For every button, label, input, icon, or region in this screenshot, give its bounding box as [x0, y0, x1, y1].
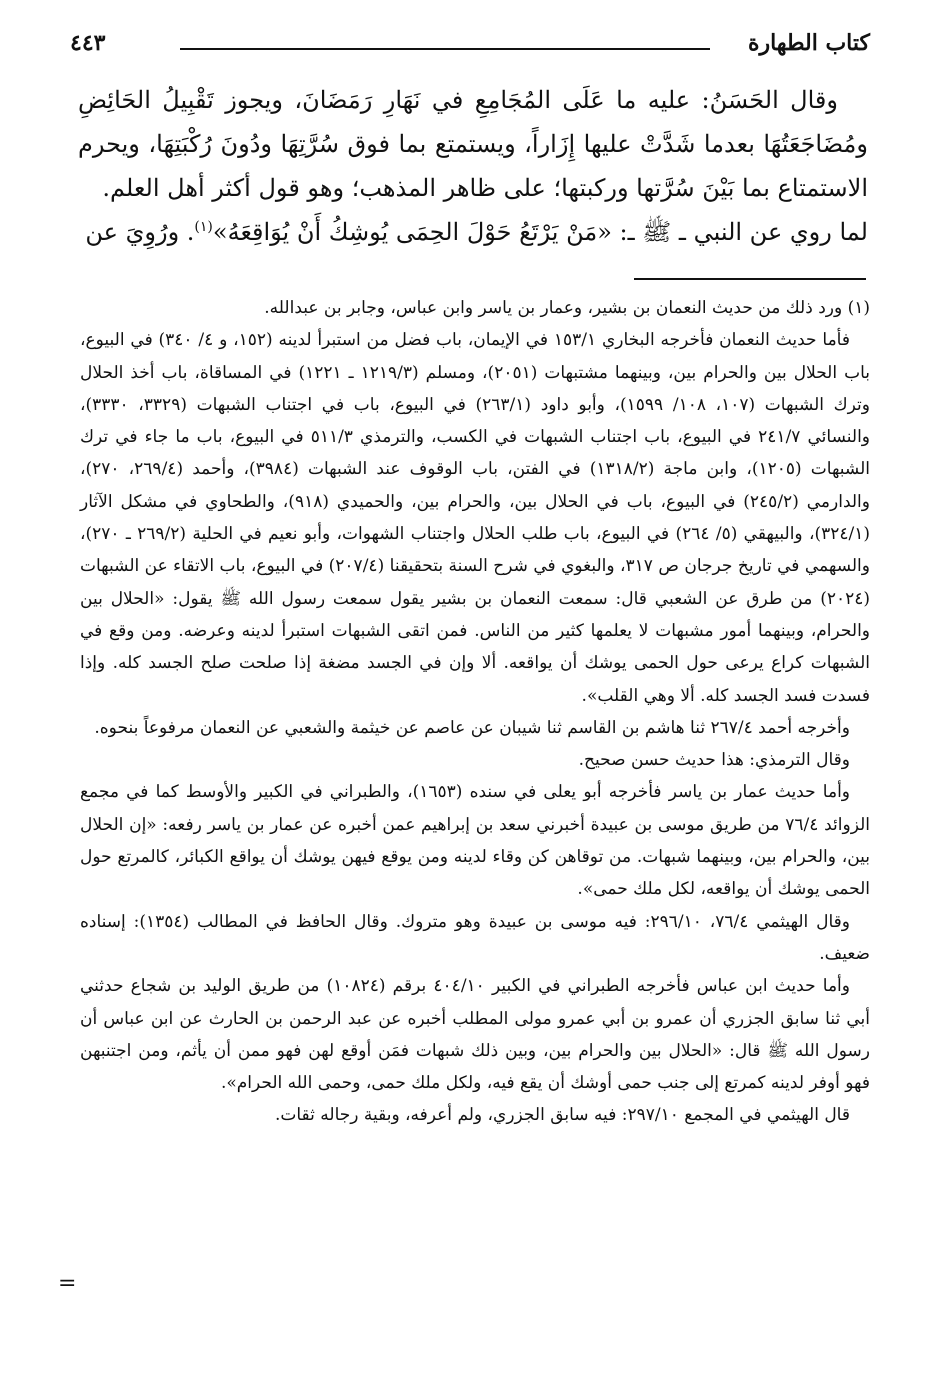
footnote-paragraph-ibn-abbas: وأما حديث ابن عباس فأخرجه الطبراني في الكبير ٤٠٤/١٠ برقم (١٠٨٢٤) من طريق الوليد بن شجاع حدثني أبي ثنا سابق الجزري أن عمرو بن أبي عمرو مولى المطلب أخبره عن عبد الرحمن بن الحارث عن ابن عباس أن رسول الله ﷺ قال: «الحلال بين والحرام بين، وبين ذلك شبهات فمَن أوقع لهن فهو ممن أن يأثم، ومن اجتنبهن فهو أوفر لدينه كمرتع إلى جنب حمى أوشك أن يقع فيه، ولكل ملك حمى، وحمى الله الحرام».: [80, 976, 871, 1094]
main-paragraph-1: وقال الحَسَنُ: عليه ما عَلَى المُجَامِعِ في نَهَارِ رَمَضَانَ، ويجوز تَقْبِيلُ الحَائِضِ ومُضَاجَعَتُهَا بعدما شَدَّتْ عليها إِزَاراً، ويستمتع بما فوق سُرَّتِهَا ودُونَ رُكْبَتِهَا، ويحرم الاستمتاع بما بَيْنَ سُرَّتها وركبتها؛ على ظاهر المذهب؛ وهو قول أكثر أهل العلم.: [78, 86, 868, 202]
page-header: [70, 30, 870, 64]
footnote-paragraph-tirmidhi: وقال الترمذي: هذا حديث حسن صحيح.: [578, 750, 850, 771]
footnote-paragraph-nuuman: فأما حديث النعمان فأخرجه البخاري ١٥٣/١ في الإيمان، باب فضل من استبرأ لدينه (١٥٢، و ٤/ ٣٤٠) في البيوع، باب الحلال بين والحرام بين، وبينهما مشتبهات (٢٠٥١)، ومسلم (١٢١٩/٣ ـ ١٢٢١) في المساقاة، باب أخذ الحلال وترك الشبهات (١٠٧، ١٠٨/ ١٥٩٩)، وأبو داود (٢٦٣/١) في البيوع، باب في اجتناب الشبهات (٣٣٢٩، ٣٣٣٠)، والنسائي ٢٤١/٧ في البيوع، باب اجتناب الشبهات في الكسب، والترمذي ٥١١/٣ في البيوع، باب ما جاء في ترك الشبهات (١٢٠٥)، وابن ماجة (١٣١٨/٢) في الفتن، باب الوقوف عند الشبهات (٣٩٨٤)، وأحمد (٢٦٩/٤، ٢٧٠)، والدارمي (٢٤٥/٢) في البيوع، باب في الحلال بين، والحرام بين، والحميدي (٩١٨)، والطحاوي في مشكل الآثار (٣٢٤/١)، والبيهقي (٥/ ٢٦٤) في البيوع، باب طلب الحلال واجتناب الشهوات، وأبو نعيم في الحلية (٢٦٩/٢ ـ ٢٧٠)، والسهمي في تاريخ جرجان ص ٣١٧، والبغوي في شرح السنة بتحقيقنا (٢٠٧/٤) في البيوع، باب الاتقاء عن الشبهات (٢٠٢٤) من طرق عن الشعبي قال: سمعت النعمان بن بشير يقول سمعت رسول الله ﷺ يقول: «الحلال بين والحرام، وبينهما أمور مشبهات لا يعلمها كثير من الناس. فمن اتقى الشبهات استبرأ لدينه وعرضه. ومن وقع في الشبهات كراع يرعى حول الحمى يوشك أن يواقعه. ألا وإن في الجسد مضغة إذا صلحت صلح الجسد كله. وإذا فسدت فسد الجسد كله. ألا وهي القلب».: [80, 330, 871, 706]
footnote-paragraph-ammar: وأما حديث عمار بن ياسر فأخرجه أبو يعلى في سنده (١٦٥٣)، والطبراني في الكبير والأوسط كما في مجمع الزوائد ٧٦/٤ من طريق موسى بن عبيدة أخبرني سعد بن إبراهيم عمن أخبره عن عمار بن ياسر رفعه: «إن الحلال بين، والحرام بين، وبينهما شبهات. من توقاهن كن وقاء لدينه ومن يوقع فيهن يوشك أن يواقع الكبائر، كالمرتع حول الحمى يوشك أن يواقعه، لكل ملك حمى».: [80, 782, 870, 900]
footnote-paragraph-majma: قال الهيثمي في المجمع ٢٩٧/١٠: فيه سابق الجزري، ولم أعرفه، وبقية رجاله ثقات.: [274, 1105, 850, 1126]
main-text: [78, 78, 868, 254]
paragraph-tail: . ورُوِيَ عن: [85, 218, 195, 246]
continuation-mark: =: [58, 1271, 77, 1296]
footnote-paragraph-haythami: وقال الهيثمي ٧٦/٤، ٢٩٦/١٠: فيه موسى بن عبيدة وهو متروك. وقال الحافظ في المطالب (١٣٥٤): إسناده ضعيف.: [80, 911, 870, 964]
footnote-ref: (١): [194, 219, 213, 235]
footnote-separator: [634, 278, 866, 280]
chapter-title: كتاب الطهارة: [747, 30, 870, 56]
footnotes: [80, 292, 870, 1132]
page-number: ٤٤٣: [70, 30, 106, 56]
footnote-1: (١) ورد ذلك من حديث النعمان بن بشير، وعمار بن ياسر وابن عباس، وجابر بن عبدالله.: [264, 298, 870, 318]
header-rule: [180, 48, 710, 50]
hadith-quote: لما روي عن النبي ـ ﷺ ـ: «مَنْ يَرْتَعُ حَوْلَ الحِمَى يُوشِكُ أَنْ يُوَاقِعَهُ»: [212, 218, 868, 246]
footnote-paragraph-ahmad: وأخرجه أحمد ٢٦٧/٤ ثنا هاشم بن القاسم ثنا شيبان عن عاصم عن خيثمة والشعبي عن النعمان مرفوعاً بنحوه.: [94, 717, 850, 738]
main-paragraph-2: [78, 210, 868, 254]
